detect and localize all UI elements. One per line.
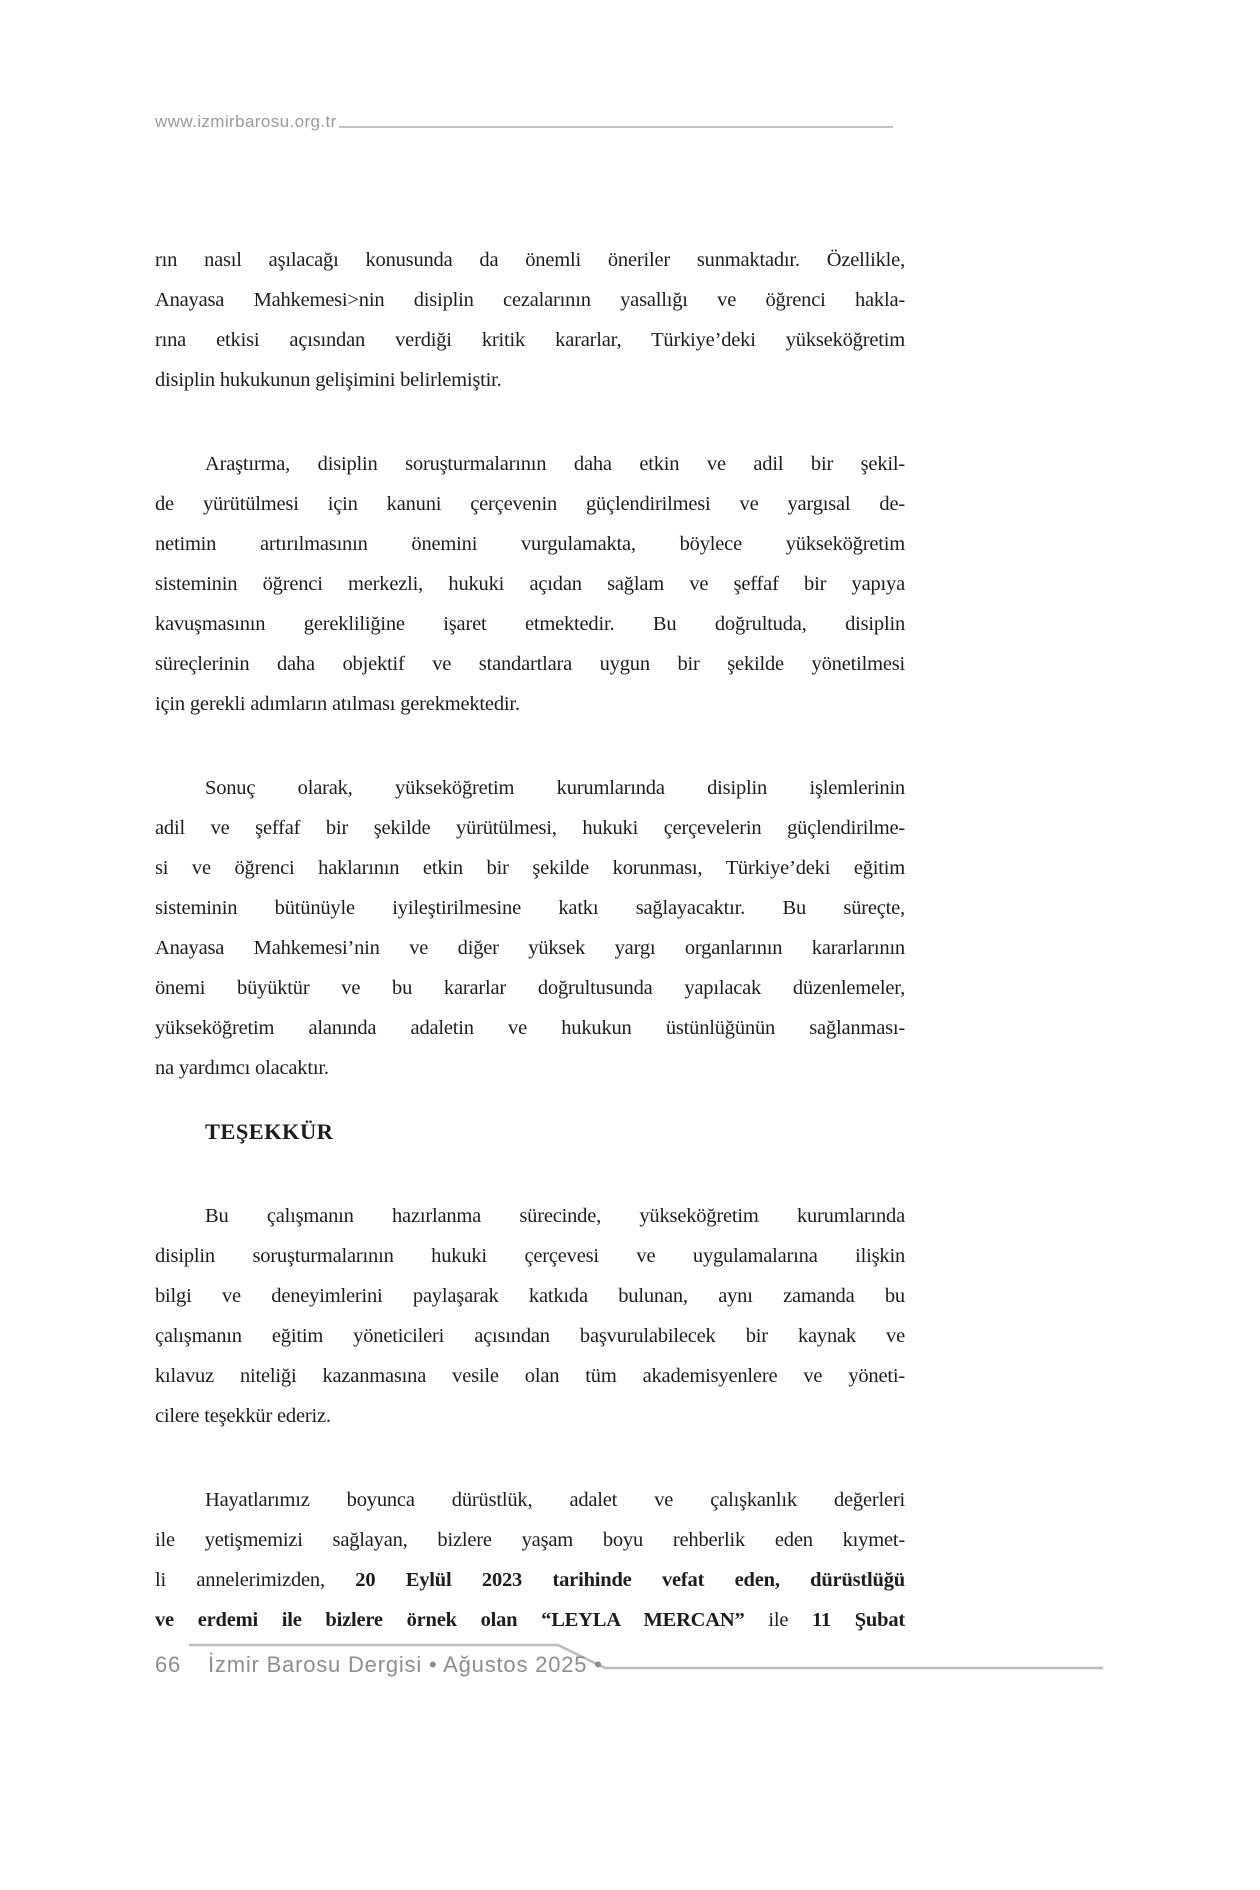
text-line: na yardımcı olacaktır. (155, 1057, 329, 1079)
text-run: li annelerimizden, (155, 1569, 356, 1591)
text-run-bold: 20 Eylül 2023 tarihinde vefat eden, dürüstlüğü (355, 1569, 905, 1591)
paragraph-continuation (155, 240, 905, 400)
journal-title-date: İzmir Barosu Dergisi • Ağustos 2025 • (208, 1652, 603, 1677)
text-line: cilere teşekkür ederiz. (155, 1405, 331, 1427)
text-line (155, 1560, 905, 1600)
text-line: yükseköğretim alanında adaletin ve hukukun üstünlüğünün sağlanması- (155, 1017, 905, 1039)
text-run-bold: 11 Şubat (811, 1609, 905, 1631)
text-line (155, 1600, 905, 1640)
page-number: 66 (155, 1652, 182, 1677)
text-line: için gerekli adımların atılması gerekmektedir. (155, 693, 520, 715)
text-line: adil ve şeffaf bir şekilde yürütülmesi, hukuki çerçevelerin güçlendirilme- (155, 817, 905, 839)
text-line: si ve öğrenci haklarının etkin bir şekilde korunması, Türkiye’deki eğitim (155, 857, 905, 879)
text-run: ile (744, 1609, 812, 1631)
text-line: rın nasıl aşılacağı konusunda da önemli öneriler sunmaktadır. Özellikle, (155, 249, 905, 271)
section-heading-block (155, 1112, 905, 1152)
text-line: Bu çalışmanın hazırlanma sürecinde, yükseköğretim kurumlarında (205, 1205, 905, 1227)
text-line: süreçlerinin daha objektif ve standartlara uygun bir şekilde yönetilmesi (155, 653, 905, 675)
text-line: çalışmanın eğitim yöneticileri açısından başvurulabilecek bir kaynak ve (155, 1325, 905, 1347)
text-line: disiplin hukukunun gelişimini belirlemiştir. (155, 369, 502, 391)
paragraph-conclusion (155, 768, 905, 1088)
section-heading-tesekkur: TEŞEKKÜR (205, 1119, 334, 1144)
text-line: ile yetişmemizi sağlayan, bizlere yaşam boyu rehberlik eden kıymet- (155, 1529, 905, 1551)
paragraph-research (155, 444, 905, 724)
text-line: disiplin soruşturmalarının hukuki çerçevesi ve uygulamalarına ilişkin (155, 1245, 905, 1267)
text-line: rına etkisi açısından verdiği kritik kararlar, Türkiye’deki yükseköğretim (155, 329, 905, 351)
page-header (155, 112, 893, 132)
text-line: sisteminin öğrenci merkezli, hukuki açıdan sağlam ve şeffaf bir yapıya (155, 573, 905, 595)
paragraph-dedication (155, 1480, 905, 1640)
text-line: kavuşmasının gerekliliğine işaret etmektedir. Bu doğrultuda, disiplin (155, 613, 905, 635)
text-line: netimin artırılmasının önemini vurgulamakta, böylece yükseköğretim (155, 533, 905, 555)
text-line: sisteminin bütünüyle iyileştirilmesine katkı sağlayacaktır. Bu süreçte, (155, 897, 905, 919)
text-line: kılavuz niteliği kazanmasına vesile olan tüm akademisyenlere ve yöneti- (155, 1365, 905, 1387)
text-line: Sonuç olarak, yükseköğretim kurumlarında disiplin işlemlerinin (205, 777, 905, 799)
text-line: Araştırma, disiplin soruşturmalarının daha etkin ve adil bir şekil- (205, 453, 905, 475)
page-body (155, 240, 905, 1640)
text-line: de yürütülmesi için kanuni çerçevenin güçlendirilmesi ve yargısal de- (155, 493, 905, 515)
page-footer (155, 1652, 603, 1678)
text-line: Anayasa Mahkemesi’nin ve diğer yüksek yargı organlarının kararlarının (155, 937, 905, 959)
text-line: Hayatlarımız boyunca dürüstlük, adalet ve çalışkanlık değerleri (205, 1489, 905, 1511)
text-line: bilgi ve deneyimlerini paylaşarak katkıda bulunan, aynı zamanda bu (155, 1285, 905, 1307)
text-line: Anayasa Mahkemesi>nin disiplin cezalarının yasallığı ve öğrenci hakla- (155, 289, 905, 311)
header-rule-line (339, 126, 893, 128)
journal-website-url: www.izmirbarosu.org.tr (155, 112, 337, 131)
text-run-bold: ve erdemi ile bizlere örnek olan “LEYLA MERCAN” (155, 1609, 745, 1631)
text-line: önemi büyüktür ve bu kararlar doğrultusunda yapılacak düzenlemeler, (155, 977, 905, 999)
paragraph-acknowledgement (155, 1196, 905, 1436)
